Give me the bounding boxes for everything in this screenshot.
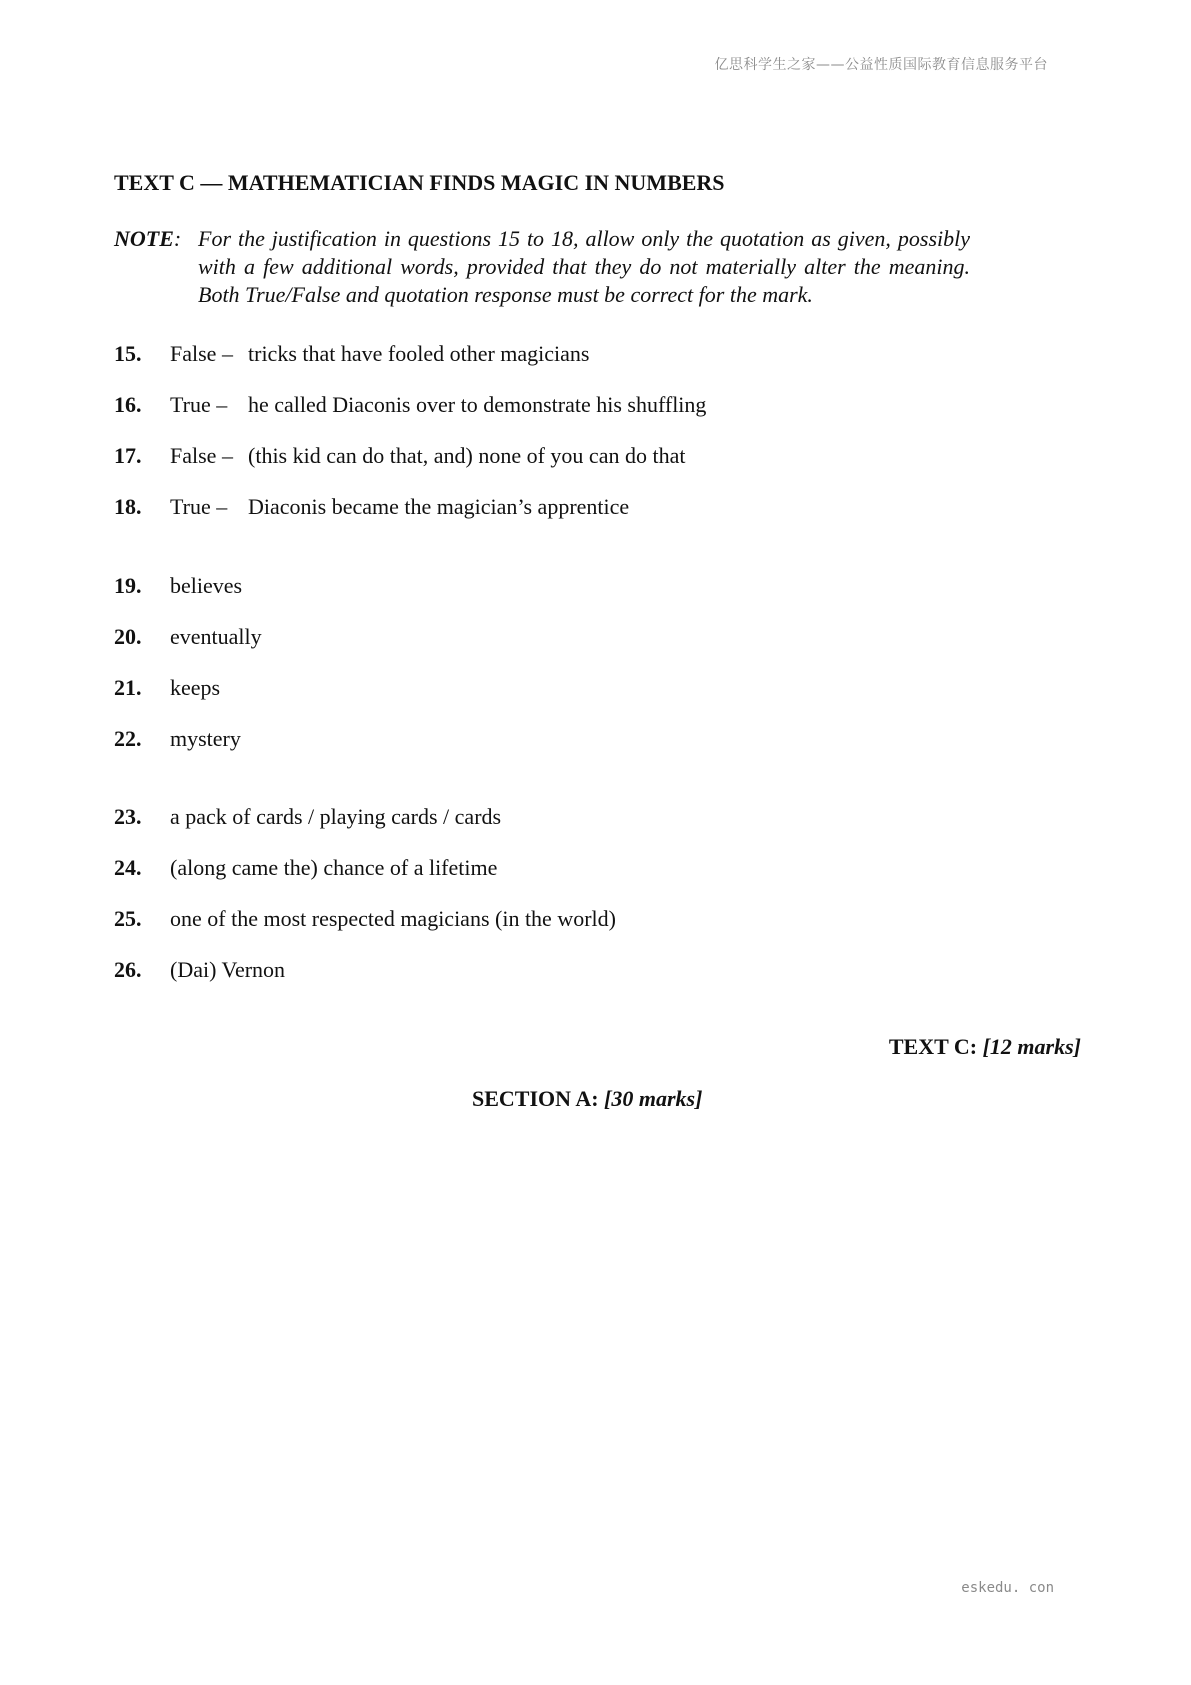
true-false-answer: False – [170,341,233,366]
section-a-marks-value: [30 marks] [604,1086,703,1111]
question-number: 21. [114,675,142,700]
section-a-marks [472,1086,702,1112]
text-c-marks [889,1034,1081,1060]
question-number: 18. [114,494,142,519]
answer-text: keeps [170,675,221,700]
justification-quote: he called Diaconis over to demonstrate his shuffling [248,392,707,417]
answer-text: mystery [170,726,241,751]
true-false-answer: True – [170,392,228,417]
question-number: 22. [114,726,142,751]
true-false-answer: False – [170,443,233,468]
question-number: 20. [114,624,142,649]
question-number: 16. [114,392,142,417]
question-number: 25. [114,906,142,931]
marking-note [114,225,970,309]
answer-text: (Dai) Vernon [170,957,286,982]
header-site-text: 亿思科学生之家——公益性质国际教育信息服务平台 [714,57,1048,73]
answer-text: (along came the) chance of a lifetime [170,855,498,880]
true-false-answer: True – [170,494,228,519]
note-text: For the justification in questions 15 to 18, allow only the quotation as given, possibly with a few additional words, provided that they do not materially alter the meaning. Both True/False and quotation response must be correct for the mark. [198,226,970,307]
question-number: 23. [114,804,142,829]
text-c-marks-label: TEXT C: [888,1034,978,1059]
section-title: TEXT C — MATHEMATICIAN FINDS MAGIC IN NUMBERS [114,170,725,195]
section-a-marks-label: SECTION A: [472,1086,599,1111]
justification-quote: Diaconis became the magician’s apprentice [248,494,630,519]
note-label: NOTE: [114,226,182,251]
question-number: 26. [114,957,142,982]
answer-text: believes [170,573,243,598]
answer-text: eventually [170,624,262,649]
answer-text: one of the most respected magicians (in the world) [170,906,616,931]
question-number: 15. [114,341,142,366]
question-number: 19. [114,573,142,598]
answer-text: a pack of cards / playing cards / cards [170,804,502,829]
text-c-marks-value: [12 marks] [982,1034,1081,1059]
justification-quote: (this kid can do that, and) none of you can do that [248,443,686,468]
justification-quote: tricks that have fooled other magicians [248,341,590,366]
question-number: 24. [114,855,142,880]
footer-site: eskedu. con [961,1580,1054,1596]
question-number: 17. [114,443,142,468]
